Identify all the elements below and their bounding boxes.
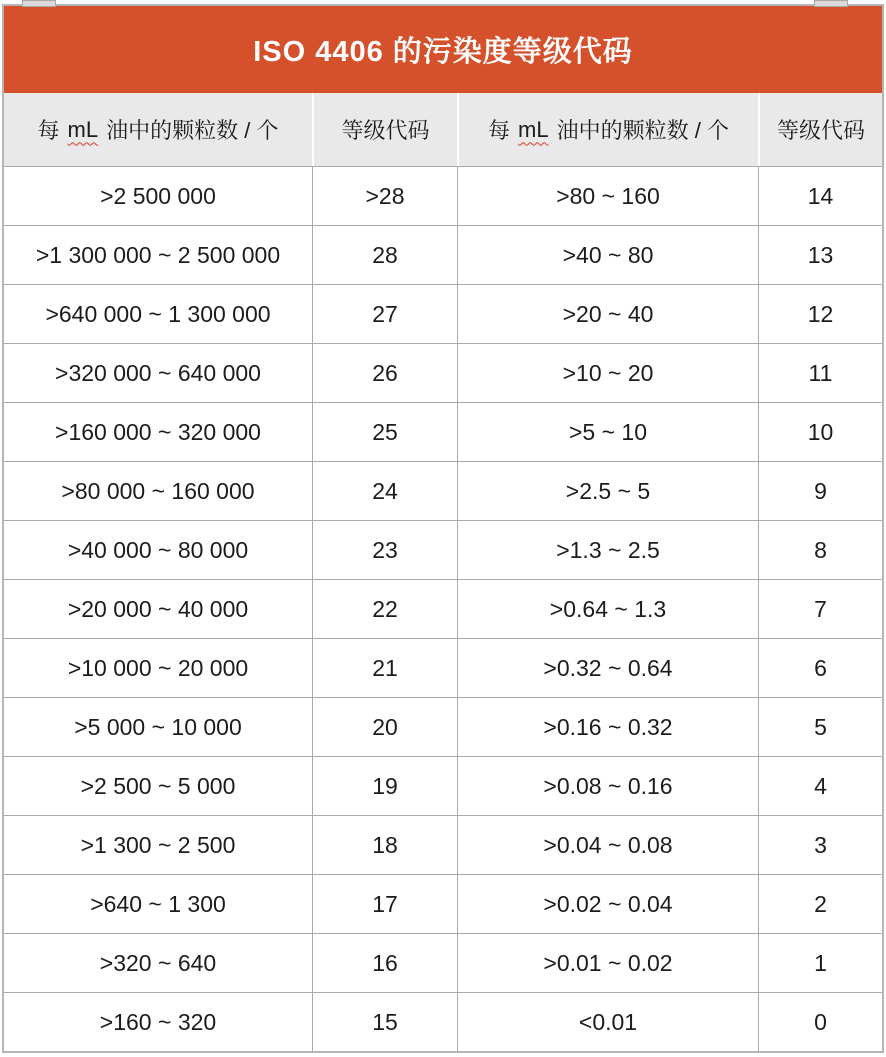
table-row (4, 933, 882, 992)
cell-code-right: 5 (758, 698, 882, 756)
cell-code-right: 2 (758, 875, 882, 933)
header-text: 每 (488, 118, 511, 143)
table-row (4, 402, 882, 461)
cell-particles-right: >0.64 ~ 1.3 (457, 580, 758, 638)
cell-code-left: 18 (312, 816, 457, 874)
header-text: 等级代码 (341, 118, 430, 143)
cell-code-right: 4 (758, 757, 882, 815)
cell-particles-left: >2 500 000 (100, 182, 216, 209)
cell-code-left: 22 (312, 580, 457, 638)
cell-code-left: 27 (312, 285, 457, 343)
cell-particles-left: >5 000 ~ 10 000 (74, 713, 242, 740)
header-text: 每 (37, 118, 60, 143)
table-row (4, 579, 882, 638)
cell-particles-left: >1 300 000 ~ 2 500 000 (35, 241, 281, 268)
cell-particles-right: >0.02 ~ 0.04 (457, 875, 758, 933)
header-particles-right (457, 93, 758, 166)
header-text: 油中的颗粒数 / 个 (556, 118, 729, 143)
cell-particles-right: >0.01 ~ 0.02 (457, 934, 758, 992)
cell-code-left: 24 (312, 462, 457, 520)
cell-code-right: 12 (758, 285, 882, 343)
cell-code-right: 13 (758, 226, 882, 284)
cell-code-left: 16 (312, 934, 457, 992)
table-title: ISO 4406 的污染度等级代码 (253, 36, 633, 68)
cell-particles-right: >0.32 ~ 0.64 (457, 639, 758, 697)
table-row (4, 166, 882, 225)
cell-code-right: 10 (758, 403, 882, 461)
spellcheck-underlined-text: mL (67, 116, 99, 142)
table-body (4, 166, 882, 1051)
cell-code-left: 25 (312, 403, 457, 461)
table-row (4, 284, 882, 343)
cell-particles-right: <0.01 (457, 993, 758, 1051)
table-title-banner (4, 6, 882, 93)
table-row (4, 697, 882, 756)
cell-particles-right: >10 ~ 20 (457, 344, 758, 402)
spellcheck-underlined-text: mL (518, 116, 549, 142)
table-row (4, 815, 882, 874)
cell-particles-left: >40 000 ~ 80 000 (67, 536, 249, 563)
table-row (4, 520, 882, 579)
cell-code-right: 0 (758, 993, 882, 1051)
cell-particles-left: >160 ~ 320 (99, 1008, 217, 1035)
cell-particles-right: >1.3 ~ 2.5 (457, 521, 758, 579)
contamination-grade-table (2, 4, 884, 1053)
cell-particles-right: >2.5 ~ 5 (457, 462, 758, 520)
cell-code-right: 7 (758, 580, 882, 638)
table-row (4, 343, 882, 402)
cell-code-left: 21 (312, 639, 457, 697)
cell-code-left: 23 (312, 521, 457, 579)
table-row (4, 638, 882, 697)
cell-particles-right: >40 ~ 80 (457, 226, 758, 284)
cell-particles-left: >20 000 ~ 40 000 (67, 595, 249, 622)
cell-particles-left: >640 000 ~ 1 300 000 (45, 300, 271, 327)
header-particles-left (4, 93, 312, 166)
cell-code-left: 19 (312, 757, 457, 815)
cell-particles-right: >20 ~ 40 (457, 285, 758, 343)
cell-particles-right: >5 ~ 10 (457, 403, 758, 461)
cell-code-right: 1 (758, 934, 882, 992)
table-row (4, 756, 882, 815)
top-handle-right (814, 0, 848, 7)
cell-particles-left: >80 000 ~ 160 000 (61, 477, 255, 504)
table-row (4, 992, 882, 1051)
cell-particles-left: >640 ~ 1 300 (90, 890, 226, 917)
header-code-right (758, 93, 882, 166)
cell-code-left: 17 (312, 875, 457, 933)
cell-particles-right: >80 ~ 160 (457, 167, 758, 225)
cell-particles-left: >320 000 ~ 640 000 (55, 359, 261, 386)
cell-particles-left: >1 300 ~ 2 500 (80, 831, 236, 858)
cell-code-left: 28 (312, 226, 457, 284)
table-row (4, 874, 882, 933)
table-header-row (4, 93, 882, 166)
cell-particles-left: >10 000 ~ 20 000 (67, 654, 249, 681)
cell-code-right: 3 (758, 816, 882, 874)
cell-code-right: 11 (758, 344, 882, 402)
cell-particles-left: >160 000 ~ 320 000 (55, 418, 261, 445)
cell-code-left: 26 (312, 344, 457, 402)
header-text: 等级代码 (776, 118, 865, 143)
cell-code-right: 6 (758, 639, 882, 697)
cell-code-left: 15 (312, 993, 457, 1051)
cell-particles-right: >0.04 ~ 0.08 (457, 816, 758, 874)
cell-code-left: >28 (312, 167, 457, 225)
cell-code-right: 14 (758, 167, 882, 225)
table-row (4, 225, 882, 284)
table-row (4, 461, 882, 520)
top-handle-left (22, 0, 56, 7)
header-code-left (312, 93, 457, 166)
cell-code-right: 9 (758, 462, 882, 520)
header-text: 油中的颗粒数 / 个 (106, 118, 279, 143)
cell-particles-left: >2 500 ~ 5 000 (80, 772, 236, 799)
cell-particles-right: >0.08 ~ 0.16 (457, 757, 758, 815)
cell-code-right: 8 (758, 521, 882, 579)
cell-particles-right: >0.16 ~ 0.32 (457, 698, 758, 756)
cell-particles-left: >320 ~ 640 (99, 949, 217, 976)
cell-code-left: 20 (312, 698, 457, 756)
